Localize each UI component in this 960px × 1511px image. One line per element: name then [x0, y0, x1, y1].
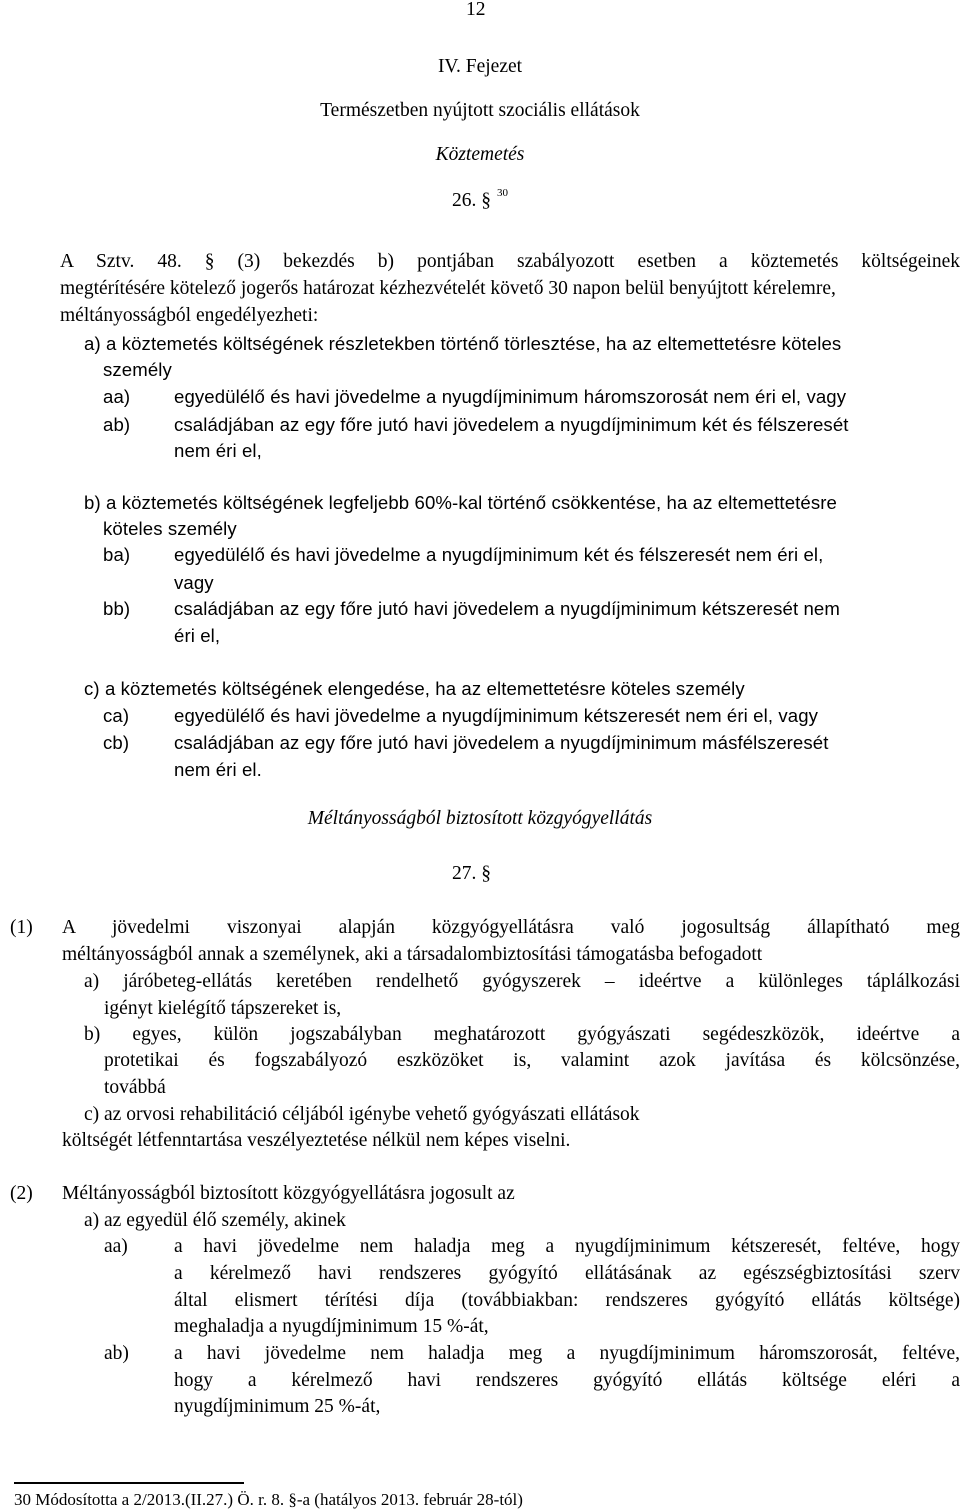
- item-cb-label: cb): [103, 732, 130, 753]
- item-aa-text: egyedülélő és havi jövedelme a nyugdíjminimum háromszorosát nem éri el, vagy: [174, 386, 847, 407]
- chapter-label: IV. Fejezet: [437, 56, 523, 77]
- subsection-2-ab-line-2: hogy a kérelmező havi rendszeres gyógyító ellátás költsége eléri a: [174, 1370, 960, 1391]
- subsection-1-a-line-2: igényt kielégítő tápszereket is,: [104, 998, 342, 1019]
- subsection-1-line-1: A jövedelmi viszonyai alapján közgyógyellátásra való jogosultság állapítható meg: [62, 917, 960, 938]
- subsection-2-ab-line-3: nyugdíjminimum 25 %-át,: [174, 1396, 381, 1417]
- item-ba-text-1: egyedülélő és havi jövedelme a nyugdíjminimum két és félszeresét nem éri el,: [174, 544, 824, 565]
- section-title-kozgyogyellatas: Méltányosságból biztosított közgyógyellátás: [307, 808, 653, 829]
- paragraph-label-26: 26. § $^{30}$: [452, 187, 508, 211]
- subsection-2-aa-line-3: által elismert térítési díja (továbbiakban: rendszeres gyógyító ellátás költsége): [174, 1290, 960, 1311]
- footnote-separator: [14, 1482, 244, 1484]
- footnote-30: 30 Módosította a 2/2013.(II.27.) Ö. r. 8. §-a (hatályos 2013. február 28-tól): [14, 1490, 523, 1509]
- section-title-koztemetes: Köztemetés: [435, 144, 525, 165]
- item-ab-label: ab): [103, 414, 131, 435]
- subsection-2-ab-line-1: a havi jövedelme nem haladja meg a nyugdíjminimum háromszorosát, feltéve,: [174, 1343, 960, 1364]
- intro-line-1: A Sztv. 48. § (3) bekezdés b) pontjában szabályozott esetben a köztemetés költségeinek: [60, 251, 960, 272]
- item-ab-text-1: családjában az egy főre jutó havi jövedelem a nyugdíjminimum két és félszeresét: [174, 414, 849, 435]
- item-ba-label: ba): [103, 544, 131, 565]
- subsection-2-a: a) az egyedül élő személy, akinek: [84, 1210, 346, 1231]
- subsection-1-b-line-2: protetikai és fogszabályozó eszközöket is, valamint azok javítása és kölcsönzése,: [104, 1050, 960, 1071]
- item-ab-text-2: nem éri el,: [174, 440, 262, 461]
- item-a-line-1: a) a köztemetés költségének részletekben történő törlesztése, ha az eltemettetésre köteles: [84, 333, 842, 354]
- item-cb-text-1: családjában az egy főre jutó havi jövedelem a nyugdíjminimum másfélszeresét: [174, 732, 829, 753]
- subsection-2-number: (2): [10, 1183, 33, 1204]
- subsection-2-aa-label: aa): [104, 1236, 128, 1257]
- item-aa-label: aa): [103, 386, 131, 407]
- paragraph-label-27: 27. §: [452, 863, 491, 884]
- subsection-2-ab-label: ab): [104, 1343, 129, 1364]
- subsection-1-tail: költségét létfenntartása veszélyeztetése nélkül nem képes viselni.: [62, 1130, 571, 1151]
- page-number: 12: [466, 0, 486, 20]
- intro-line-3: méltányosságból engedélyezheti:: [60, 305, 319, 326]
- item-ca-text: egyedülélő és havi jövedelme a nyugdíjminimum kétszeresét nem éri el, vagy: [174, 705, 819, 726]
- chapter-title: Természetben nyújtott szociális ellátások: [320, 100, 640, 121]
- subsection-1-b-line-3: továbbá: [104, 1077, 166, 1098]
- item-bb-label: bb): [103, 598, 131, 619]
- footnote-ref: 30: [497, 187, 508, 199]
- item-b-line-2: köteles személy: [103, 518, 237, 539]
- item-a-line-2: személy: [103, 359, 172, 380]
- subsection-2-aa-line-2: a kérelmező havi rendszeres gyógyító ellátásának az egészségbiztosítási szerv: [174, 1263, 960, 1284]
- item-ba-text-2: vagy: [174, 572, 214, 593]
- subsection-1-line-2: méltányosságból annak a személynek, aki a társadalombiztosítási támogatásba befogadott: [62, 944, 763, 965]
- subsection-1-c-line-1: c) az orvosi rehabilitáció céljából igénybe vehető gyógyászati ellátások: [84, 1104, 640, 1125]
- item-ca-label: ca): [103, 705, 130, 726]
- item-bb-text-2: éri el,: [174, 625, 221, 646]
- subsection-1-number: (1): [10, 917, 33, 938]
- item-b-line-1: b) a köztemetés költségének legfeljebb 60%-kal történő csökkentése, ha az eltemettetésre: [84, 492, 837, 513]
- item-c-line-1: c) a köztemetés költségének elengedése, ha az eltemettetésre köteles személy: [84, 678, 745, 699]
- subsection-1-a-line-1: a) járóbeteg-ellátás keretében rendelhető gyógyszerek – ideértve a különleges táplálkozási: [84, 971, 960, 992]
- item-cb-text-2: nem éri el.: [174, 759, 262, 780]
- item-bb-text-1: családjában az egy főre jutó havi jövedelem a nyugdíjminimum kétszeresét nem: [174, 598, 840, 619]
- subsection-2-aa-line-4: meghaladja a nyugdíjminimum 15 %-át,: [174, 1316, 489, 1337]
- subsection-2-aa-line-1: a havi jövedelme nem haladja meg a nyugdíjminimum kétszeresét, feltéve, hogy: [174, 1236, 960, 1257]
- subsection-1-b-line-1: b) egyes, külön jogszabályban meghatározott gyógyászati segédeszközök, ideértve a: [84, 1024, 960, 1045]
- subsection-2-intro: Méltányosságból biztosított közgyógyellátásra jogosult az: [62, 1183, 515, 1204]
- intro-line-2: megtérítésére kötelező jogerős határozat kézhezvételét követő 30 napon belül benyújtott kérelemre,: [60, 278, 836, 299]
